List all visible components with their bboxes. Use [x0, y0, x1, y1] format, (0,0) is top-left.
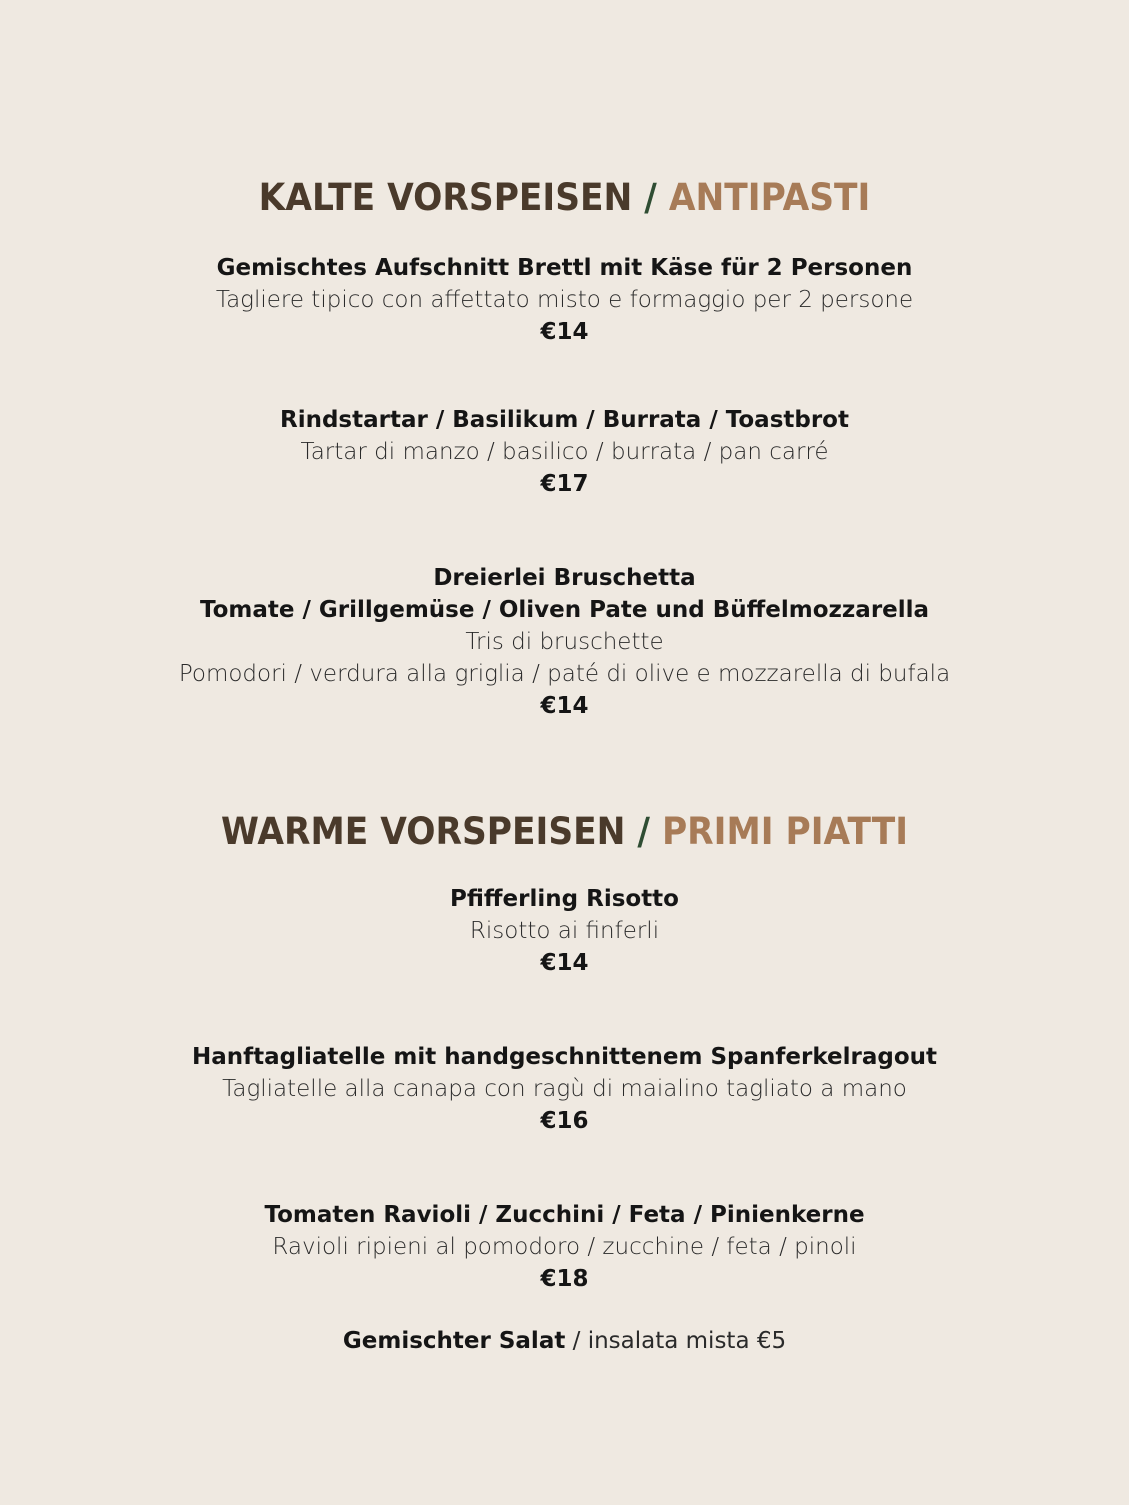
section-title-slash: / — [637, 810, 650, 853]
dish-price: €18 — [540, 1266, 589, 1292]
section-title-it: ANTIPASTI — [668, 176, 871, 219]
dish-name-it: Ravioli ripieni al pomodoro / zucchine / feta / pinoli — [272, 1234, 857, 1260]
dish-price: €16 — [540, 1108, 589, 1134]
dish-name-it: Tagliere tipico con affettato misto e formaggio per 2 persone — [215, 287, 914, 313]
dish-price: €14 — [540, 950, 589, 976]
dish-name-it: Tagliatelle alla canapa con ragù di maialino tagliato a mano — [222, 1076, 907, 1102]
menu-item — [0, 883, 1129, 979]
section-title-de: KALTE VORSPEISEN — [258, 176, 633, 219]
side-salad-line — [0, 1325, 1129, 1357]
dish-name-de: Hanftagliatelle mit handgeschnittenem Spanferkelragout — [191, 1044, 938, 1070]
dish-name-it: Tris di bruschette — [465, 629, 664, 655]
menu-item — [0, 404, 1129, 500]
dish-price: €17 — [540, 471, 589, 497]
menu-item — [0, 1041, 1129, 1137]
dish-subtitle-de: Tomate / Grillgemüse / Oliven Pate und Büffelmozzarella — [199, 597, 930, 623]
dish-name-de: Pfifferling Risotto — [450, 886, 679, 912]
dish-price: €14 — [540, 693, 589, 719]
menu-item — [0, 562, 1129, 722]
menu-item — [0, 1199, 1129, 1295]
dish-price: €14 — [540, 319, 589, 345]
dish-subtitle-it: Pomodori / verdura alla griglia / paté di olive e mozzarella di bufala — [178, 661, 951, 687]
section-heading-antipasti — [40, 176, 1090, 219]
dish-name-it: Risotto ai finferli — [469, 918, 660, 944]
salad-name-de: Gemischter Salat — [342, 1328, 566, 1354]
salad-name-it-price: / insalata mista €5 — [565, 1328, 787, 1354]
dish-name-de: Dreierlei Bruschetta — [433, 565, 696, 591]
dish-name-de: Tomaten Ravioli / Zucchini / Feta / Pinienkerne — [264, 1202, 865, 1228]
dish-name-it: Tartar di manzo / basilico / burrata / pan carré — [300, 439, 829, 465]
dish-name-de: Rindstartar / Basilikum / Burrata / Toastbrot — [280, 407, 849, 433]
dish-name-de: Gemischtes Aufschnitt Brettl mit Käse für 2 Personen — [216, 255, 913, 281]
menu-item — [0, 252, 1129, 348]
section-title-slash: / — [644, 176, 657, 219]
section-title-de: WARME VORSPEISEN — [220, 810, 626, 853]
section-heading-primi-piatti — [40, 810, 1090, 853]
section-title-it: PRIMI PIATTI — [661, 810, 909, 853]
